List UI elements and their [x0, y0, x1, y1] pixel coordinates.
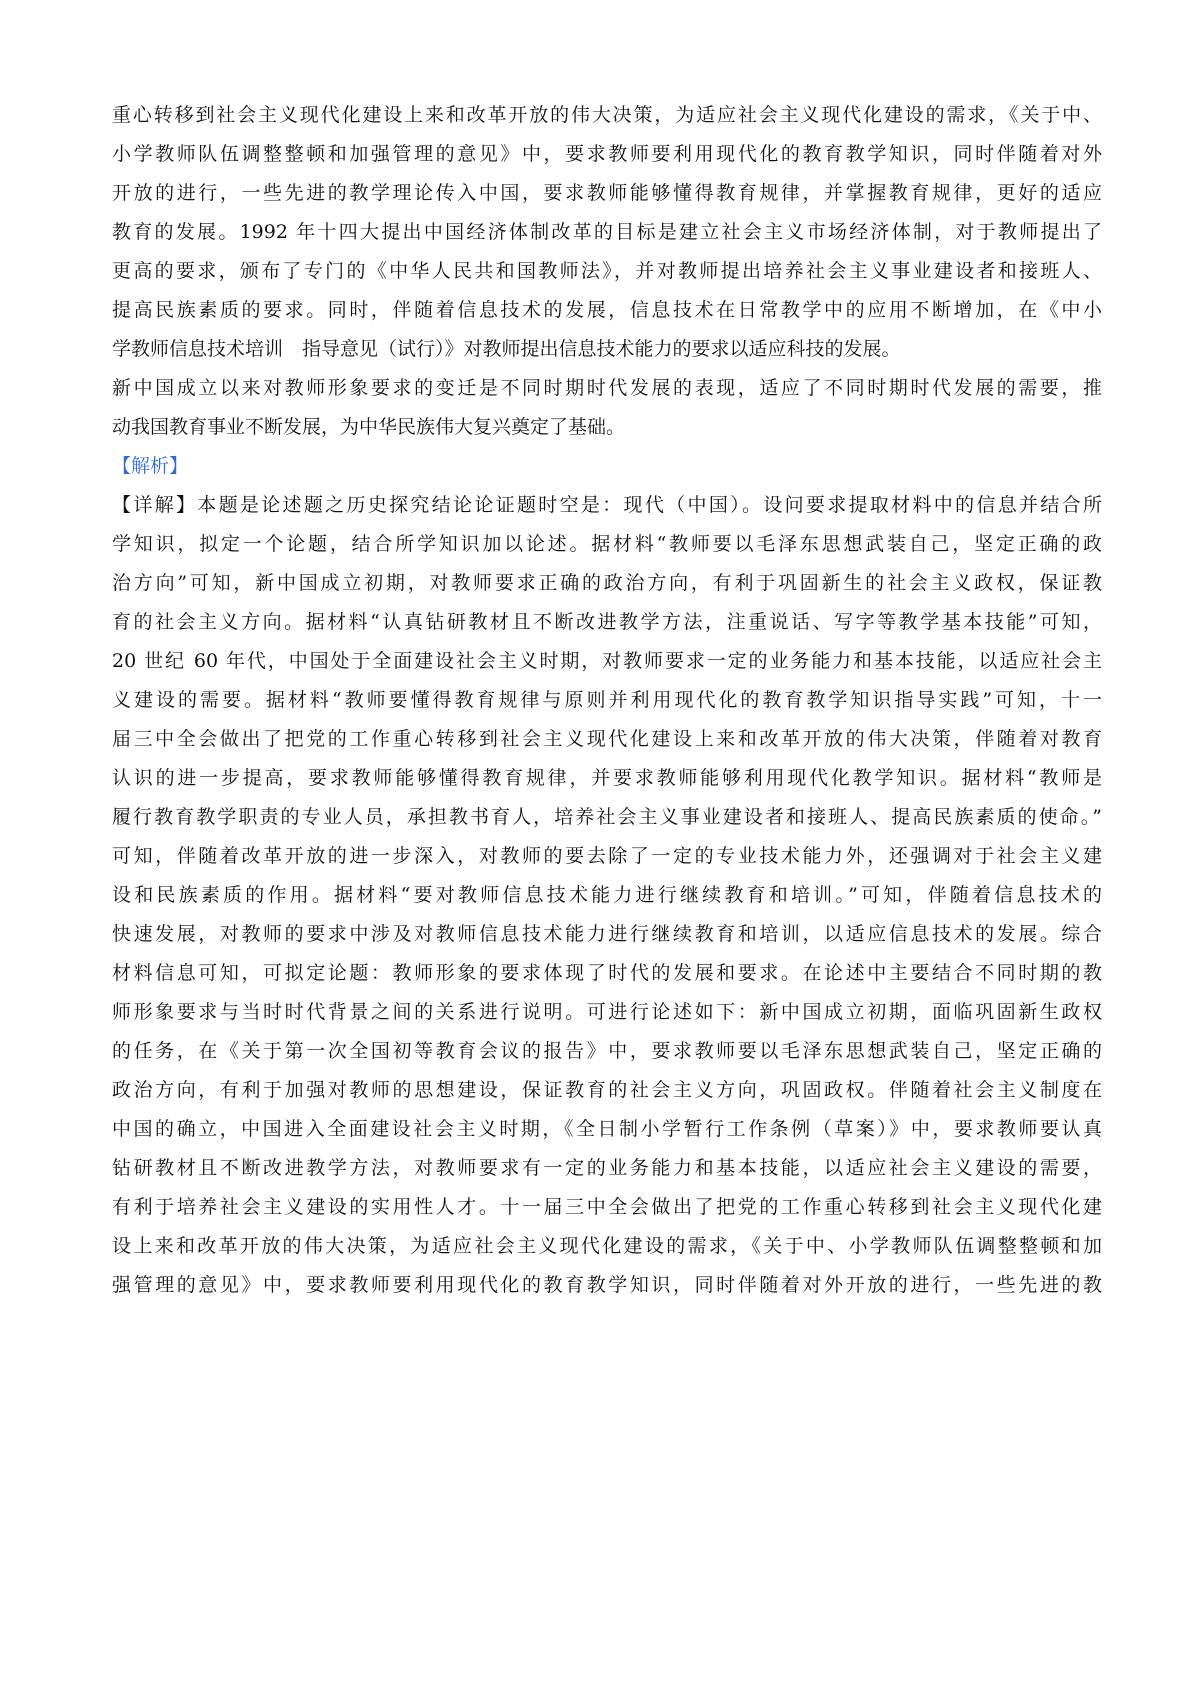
text-line: 教育的发展。1992 年十四大提出中国经济体制改革的目标是建立社会主义市场经济体制，对于教师提出了	[112, 221, 1102, 243]
text-line: 可知，伴随着改革开放的进一步深入，对教师的要去除了一定的专业技术能力外，还强调对于社会主义建	[112, 845, 1102, 867]
document-page	[112, 96, 1102, 1305]
text-line: 中国的确立，中国进入全面建设社会主义时期，《全日制小学暂行工作条例（草案）》中，要求教师要认真	[112, 1118, 1102, 1140]
text-line: 届三中全会做出了把党的工作重心转移到社会主义现代化建设上来和改革开放的伟大决策，伴随着对教育	[112, 728, 1102, 750]
text-line: 新中国成立以来对教师形象要求的变迁是不同时期时代发展的表现，适应了不同时期时代发展的需要，推	[112, 377, 1102, 399]
analysis-heading: 【解析】	[112, 455, 189, 477]
text-line: 设上来和改革开放的伟大决策，为适应社会主义现代化建设的需求，《关于中、小学教师队伍调整整顿和加	[112, 1235, 1102, 1257]
text-line: 履行教育教学职责的专业人员，承担教书育人，培养社会主义事业建设者和接班人、提高民族素质的使命。”	[112, 806, 1102, 828]
paragraph-conclusion	[112, 369, 1102, 447]
text-line: 学知识，拟定一个论题，结合所学知识加以论述。据材料“教师要以毛泽东思想武装自己，坚定正确的政	[112, 533, 1102, 555]
text-line: 动我国教育事业不断发展，为中华民族伟大复兴奠定了基础。	[112, 416, 626, 438]
text-line: 小学教师队伍调整整顿和加强管理的意见》中，要求教师要利用现代化的教育教学知识，同时伴随着对外	[112, 143, 1102, 165]
text-line-first	[112, 486, 1102, 525]
text-line: 强管理的意见》中，要求教师要利用现代化的教育教学知识，同时伴随着对外开放的进行，一些先进的教	[112, 1274, 1102, 1296]
text-line: 钻研教材且不断改进教学方法，对教师要求有一定的业务能力和基本技能，以适应社会主义建设的需要，	[112, 1157, 1102, 1179]
text-line: 义建设的需要。据材料“教师要懂得教育规律与原则并利用现代化的教育教学知识指导实践”可知，十一	[112, 689, 1102, 711]
text-line: 有利于培养社会主义建设的实用性人才。十一届三中全会做出了把党的工作重心转移到社会主义现代化建	[112, 1196, 1102, 1218]
text-line: 设和民族素质的作用。据材料“要对教师信息技术能力进行继续教育和培训。”可知，伴随着信息技术的	[112, 884, 1102, 906]
text-line: 师形象要求与当时时代背景之间的关系进行说明。可进行论述如下：新中国成立初期，面临巩固新生政权	[112, 1001, 1102, 1023]
text-line: 提高民族素质的要求。同时，伴随着信息技术的发展，信息技术在日常教学中的应用不断增加，在《中小	[112, 299, 1102, 321]
text-line: 更高的要求，颁布了专门的《中华人民共和国教师法》，并对教师提出培养社会主义事业建设者和接班人、	[112, 260, 1102, 282]
detail-first-line-text: 本题是论述题之历史探究结论论证题时空是：现代（中国）。设问要求提取材料中的信息并结合所	[197, 494, 1102, 516]
text-line: 学教师信息技术培训 指导意见（试行）》对教师提出信息技术能力的要求以适应科技的发展。	[112, 338, 901, 360]
detail-tag: 【详解】	[112, 494, 198, 516]
text-line: 治方向”可知，新中国成立初期，对教师要求正确的政治方向，有利于巩固新生的社会主义政权，保证教	[112, 572, 1102, 594]
text-line: 育的社会主义方向。据材料“认真钻研教材且不断改进教学方法，注重说话、写字等教学基本技能”可知，	[112, 611, 1102, 633]
text-line: 的任务，在《关于第一次全国初等教育会议的报告》中，要求教师要以毛泽东思想武装自己，坚定正确的	[112, 1040, 1102, 1062]
text-line: 快速发展，对教师的要求中涉及对教师信息技术能力进行继续教育和培训，以适应信息技术的发展。综合	[112, 923, 1102, 945]
text-line: 政治方向，有利于加强对教师的思想建设，保证教育的社会主义方向，巩固政权。伴随着社会主义制度在	[112, 1079, 1102, 1101]
text-line: 20 世纪 60 年代，中国处于全面建设社会主义时期，对教师要求一定的业务能力和基本技能，以适应社会主	[112, 650, 1102, 672]
text-line: 开放的进行，一些先进的教学理论传入中国，要求教师能够懂得教育规律，并掌握教育规律，更好的适应	[112, 182, 1102, 204]
text-line: 认识的进一步提高，要求教师能够懂得教育规律，并要求教师能够利用现代化教学知识。据材料“教师是	[112, 767, 1102, 789]
text-line: 重心转移到社会主义现代化建设上来和改革开放的伟大决策，为适应社会主义现代化建设的需求，《关于中、	[112, 104, 1102, 126]
paragraph-detailed-explanation	[112, 486, 1102, 1305]
paragraph-reform-era	[112, 96, 1102, 369]
text-line: 材料信息可知，可拟定论题：教师形象的要求体现了时代的发展和要求。在论述中主要结合不同时期的教	[112, 962, 1102, 984]
